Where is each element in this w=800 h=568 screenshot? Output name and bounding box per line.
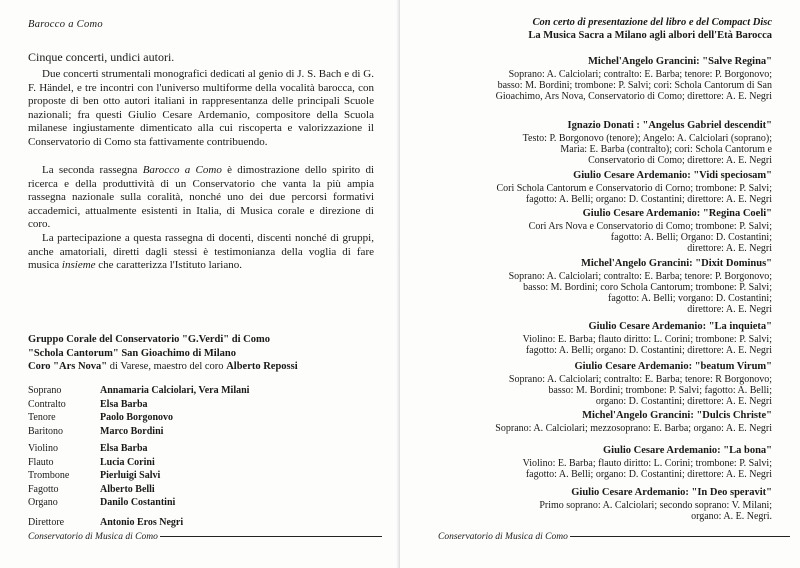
program-line: basso: M. Bordini; coro Schola Cantorum; trombone: P. Salvi; [523, 281, 772, 293]
roster-name: Paolo Borgonovo [100, 412, 174, 424]
program-item [412, 445, 772, 480]
para2-emphasis: Barocco a Como [142, 164, 222, 176]
roster-role: Violino [28, 443, 58, 454]
roster-role: Direttore [28, 517, 65, 528]
program-line: Cori Ars Nova e Conservatorio di Como; trombone: P. Salvi; [528, 220, 772, 232]
right-header-line-2: La Musica Sacra a Milano agli albori dell'Età Barocca [528, 29, 772, 41]
program-title: Giulio Cesare Ardemanio: "In Deo speravit" [571, 487, 772, 498]
roster-voices [28, 384, 388, 438]
roster-role: Tenore [28, 412, 56, 424]
program-item [412, 258, 772, 315]
program-title: Giulio Cesare Ardemanio: "beatum Virum" [574, 361, 772, 372]
program-line: Primo soprano: A. Calciolari; secondo soprano: V. Milani; [539, 499, 772, 511]
program-item [412, 487, 772, 522]
program-line: Soprano: A. Calciolari; mezzosoprano: E. Barba; organo: A. E. Negri [495, 422, 772, 434]
left-running-header: Barocco a Como [28, 19, 103, 30]
roster-role: Trombone [28, 470, 70, 482]
program-title: Michel'Angelo Grancini: "Dixit Dominus" [580, 258, 772, 269]
roster-role: Soprano [28, 385, 62, 396]
program-line: organo: D. Costantini; direttore: A. E. Negri [595, 395, 772, 407]
roster-name: Antonio Eros Negri [100, 517, 184, 528]
right-running-header [412, 17, 772, 42]
roster-name: Pierluigi Salvi [100, 470, 161, 482]
roster-row [28, 483, 388, 497]
program-line: direttore: A. E. Negri [687, 304, 772, 316]
program-line: fagotto: A. Belli; organo: D. Costantini; direttore: A. E. Negri [525, 344, 772, 356]
program-title: Michel'Angelo Grancini: "Dulcis Christe" [582, 410, 772, 421]
program-title: Michel'Angelo Grancini: "Salve Regina" [587, 56, 772, 67]
program-line: fagotto: A. Belli; Organo: D. Costantini; [610, 231, 772, 243]
roster-role: Flauto [28, 456, 54, 468]
intro-paragraph-1: Due concerti strumentali monografici dedicati al genio di J. S. Bach e di G. F. Händel, e tre incontri con l'universo multiforme della vocalità barocca, con proposte di ben otto autori italiani in rappresentanza delle principali Scuole nazionali; fra questi Giulio Cesare Ardemanio, compositore della Scuola milanese ingiustamente dimenticato alla cui riscoperta e valorizzazione il Conservatorio di Como sta fattivamente contribuendo. [28, 68, 374, 148]
right-header-line-1: Con certo di presentazione del libro e del Compact Disc [532, 17, 772, 28]
roster-row [28, 425, 388, 439]
program-title: Giulio Cesare Ardemanio: "Vidi speciosam" [573, 170, 772, 181]
program-line: Testo: P. Borgonovo (tenore); Angelo: A. Calciolari (soprano); [522, 132, 772, 144]
program-title: Giulio Cesare Ardemanio: "La inquieta" [588, 321, 772, 332]
roster-row [28, 456, 388, 470]
para2-text-b: è dimostrazione dello spirito di ricerca e della produttività di un Conservatorio che vanta la più ampia rassegna nazionale sulla coralità, nonché uno dei due percorsi formativi accademici, attualmente esistenti in Italia, di Musica corale e direzione di coro. [28, 164, 374, 231]
program-title: Ignazio Donati : "Angelus Gabriel descendit" [567, 120, 772, 131]
roster-name: Elsa Barba [100, 443, 148, 454]
program-item [412, 321, 772, 356]
program-line: Soprano: A. Calciolari; contralto: E. Barba; tenore: P. Borgonovo; [508, 68, 772, 80]
para3-text-b: che caratterizza l'Istituto lariano. [95, 259, 242, 272]
intro-title: Cinque concerti, undici autori. [28, 50, 175, 64]
roster-instruments [28, 442, 388, 510]
group-line [28, 360, 388, 374]
roster-name: Annamaria Calciolari, Vera Milani [100, 385, 250, 396]
program-item [412, 120, 772, 166]
program-line: basso: M. Bordini; trombone: P. Salvi; fagotto: A. Belli; [548, 384, 772, 396]
roster-row [28, 516, 388, 530]
group-name: Coro "Ars Nova" [28, 361, 110, 373]
roster-role: Fagotto [28, 483, 59, 495]
roster-name: Elsa Barba [100, 398, 148, 410]
footer-rule [160, 536, 382, 537]
footer-rule [570, 536, 790, 537]
group-name: Gruppo Corale del Conservatorio "G.Verdi" di Como [28, 334, 270, 345]
roster-row [28, 469, 388, 483]
program-item [412, 170, 772, 205]
program-line: basso: M. Bordini; trombone: P. Salvi; cori: Schola Cantorum di San [497, 79, 772, 91]
left-footer-text: Conservatorio di Musica di Como [28, 532, 158, 542]
program-item [412, 410, 772, 434]
roster-name: Danilo Costantini [100, 497, 176, 509]
roster-name: Lucia Corini [100, 456, 155, 468]
roster-row [28, 398, 388, 412]
roster-role: Baritono [28, 425, 63, 437]
program-line: Cori Schola Cantorum e Conservatorio di Corno; trombone: P. Salvi; [496, 182, 772, 194]
roster-row [28, 496, 388, 510]
roster-role: Organo [28, 497, 58, 509]
program-line: Violino: E. Barba; flauto diritto: L. Corini; trombone: P. Salvi; [522, 457, 772, 469]
roster-name: Alberto Belli [100, 483, 155, 495]
para2-text-a: La seconda rassegna [42, 164, 143, 176]
right-page [400, 0, 800, 568]
para3-text-a: La partecipazione a questa rassegna di docenti, discenti nonché di gruppi, anche amatoriali, diretti dagli stessi è testimonianza della voglia di fare musica [28, 232, 374, 272]
group-line [28, 347, 388, 361]
program-line: Maria: E. Barba (contralto); cori: Schola Cantorum e [560, 143, 772, 155]
right-footer-text: Conservatorio di Musica di Como [438, 532, 568, 542]
left-footer [28, 532, 382, 542]
intro-paragraph-3 [28, 232, 374, 273]
para3-emphasis: insieme [61, 259, 96, 272]
roster-director [28, 516, 388, 530]
program-item [412, 208, 772, 254]
program-line: Conservatorio di Como; direttore: A. E. Negri [588, 154, 772, 166]
roster-name: Marco Bordini [100, 425, 164, 437]
group-line [28, 333, 388, 347]
program-line: direttore: A. E. Negri [687, 242, 772, 254]
roster-row [28, 442, 388, 456]
program-item [412, 56, 772, 102]
group-director-name: Alberto Repossi [226, 361, 298, 373]
program-line: fagotto: A. Belli; vorgano: D. Costantini; [608, 292, 772, 304]
program-line: organo: A. E. Negri. [691, 510, 772, 522]
group-name: "Schola Cantorum" San Gioachimo di Milano [28, 347, 236, 359]
program-line: Soprano: A. Calciolari; contralto: E. Barba; tenore: R Borgonovo; [508, 373, 772, 385]
roster-row [28, 411, 388, 425]
program-item [412, 361, 772, 407]
roster-row [28, 384, 388, 398]
group-detail: di Varese, maestro del coro [109, 361, 227, 373]
intro-paragraph-2 [28, 164, 374, 232]
program-title: Giulio Cesare Ardemanio: "Regina Coeli" [582, 208, 772, 219]
program-line: Gioachimo, Ars Nova, Conservatorio di Como; direttore: A. E. Negri [495, 90, 772, 102]
program-line: Soprano: A. Calciolari; contralto: E. Barba; tenore: P. Borgonovo; [508, 270, 772, 282]
roster-role: Contralto [28, 398, 66, 410]
program-line: Violino: E. Barba; flauto diritto: L. Corini; trombone: P. Salvi; [522, 333, 772, 345]
program-line: fagotto: A. Belli; organo: D. Costantini; direttore: A. E. Negri [525, 468, 772, 480]
right-footer [438, 532, 790, 542]
choir-groups [28, 333, 388, 374]
program-title: Giulio Cesare Ardemanio: "La bona" [603, 445, 772, 456]
program-line: fagotto: A. Belli; organo: D. Costantini; direttore: A. E. Negri [525, 193, 772, 205]
